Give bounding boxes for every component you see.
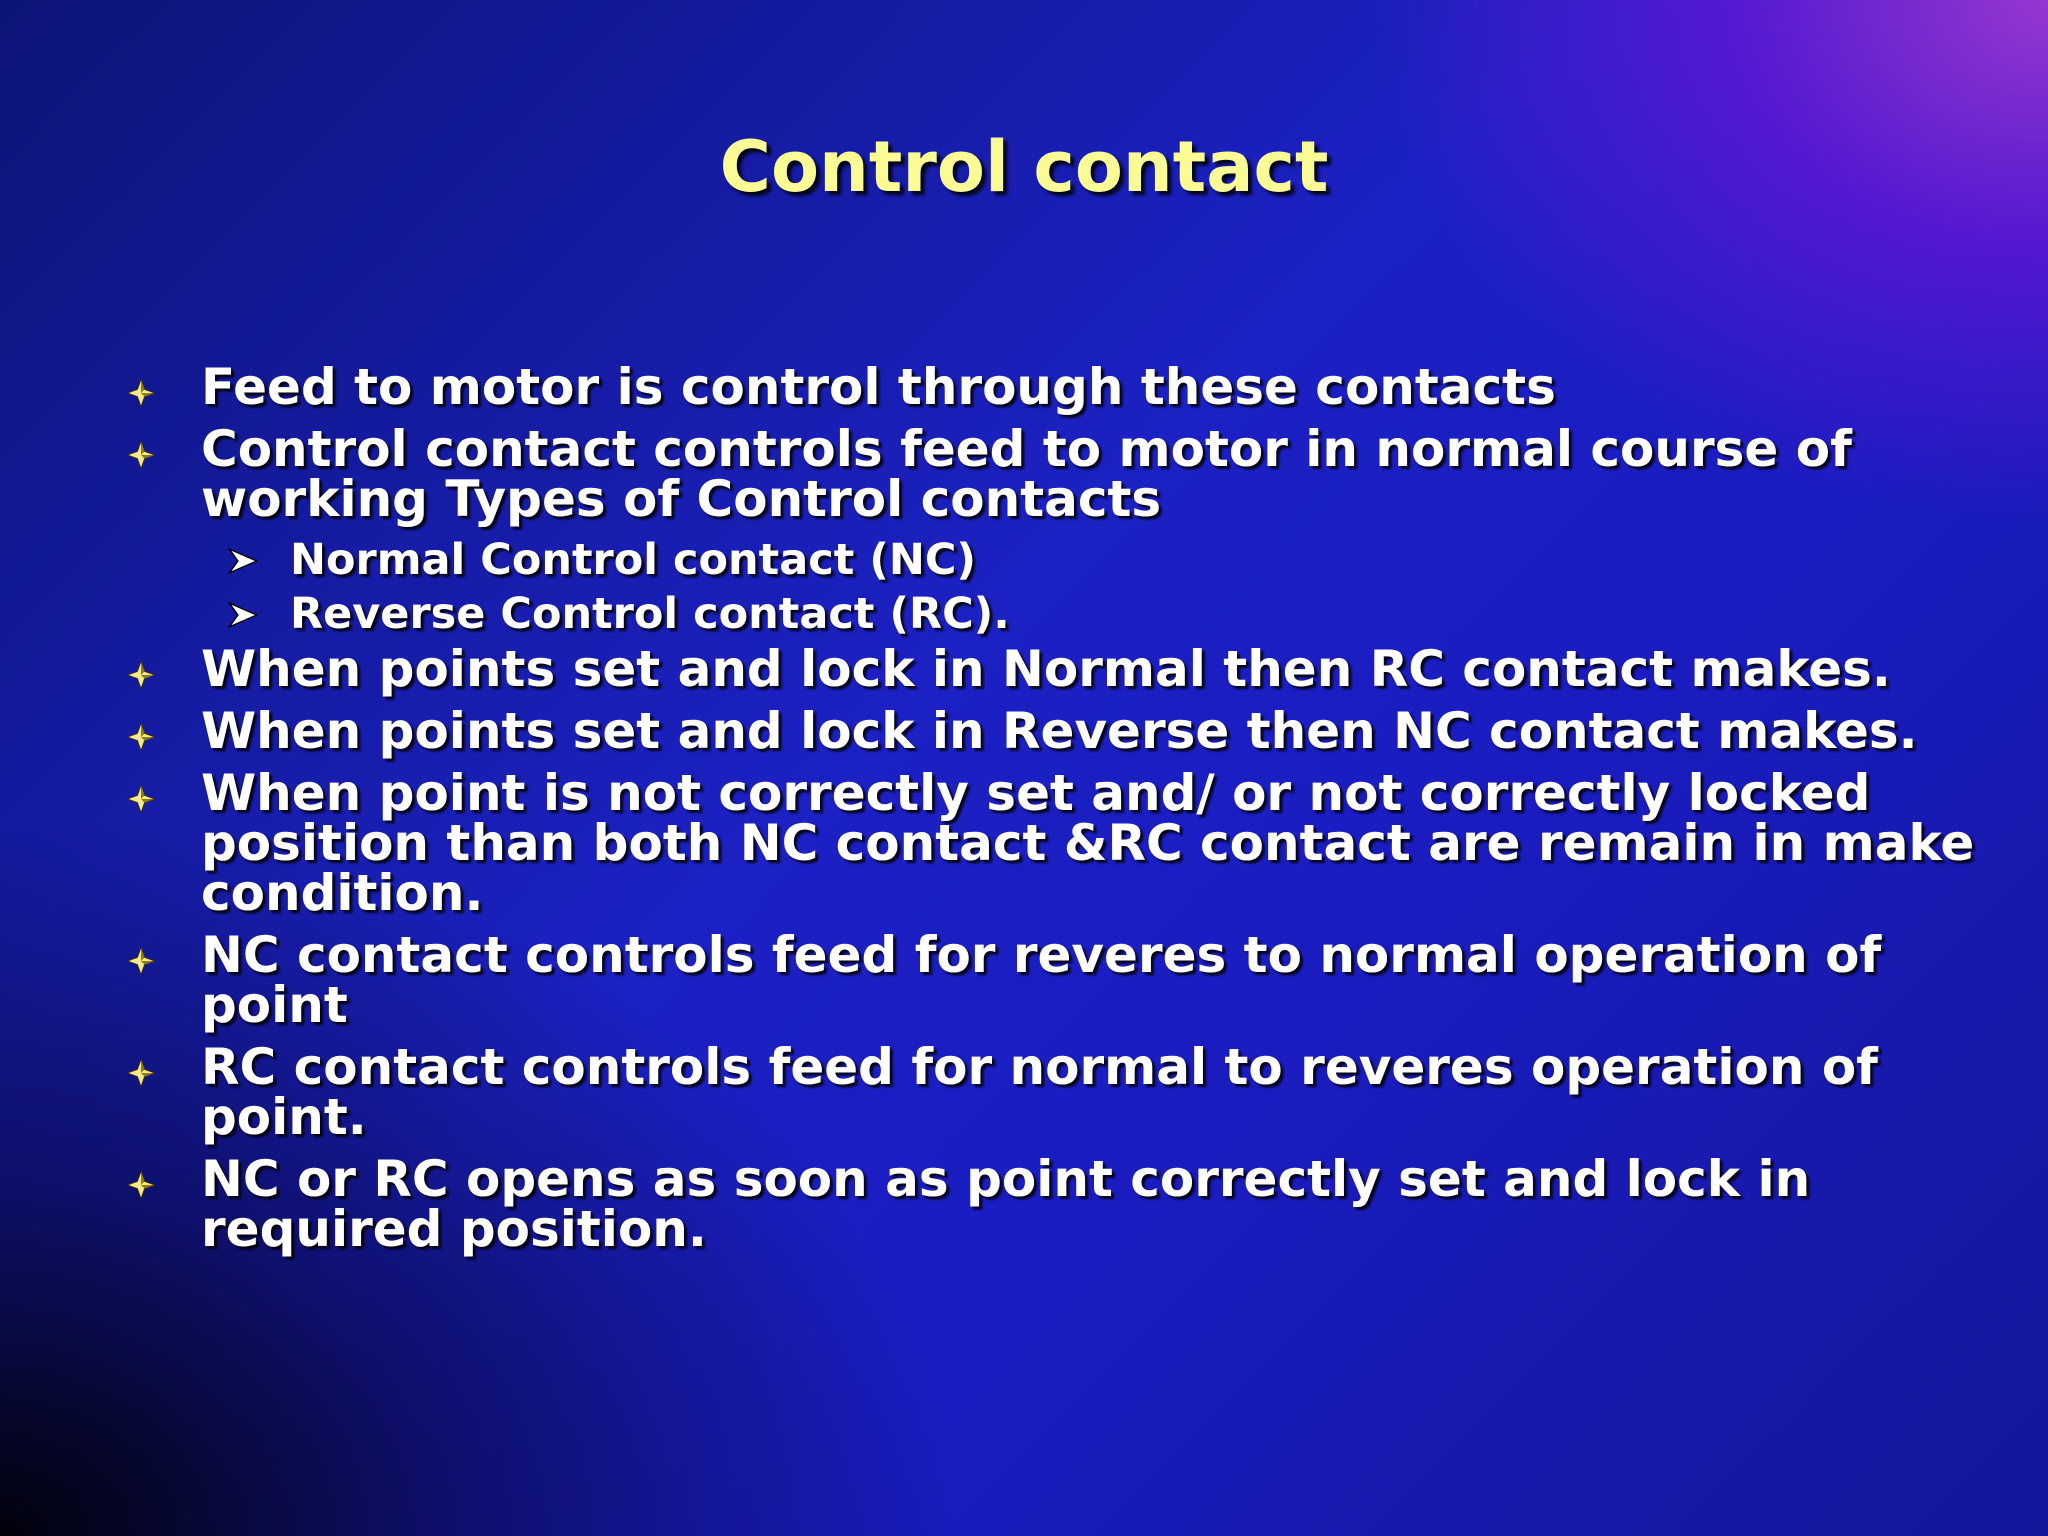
bullet-item bbox=[0, 1150, 2048, 1258]
sub-bullet-item bbox=[0, 590, 2048, 638]
four-point-star-bullet-icon bbox=[126, 784, 156, 814]
bullet-item bbox=[0, 926, 2048, 1034]
slide-title: Control contact bbox=[719, 126, 1329, 208]
four-point-star-bullet-icon bbox=[126, 946, 156, 976]
bullet-item bbox=[0, 358, 2048, 416]
four-point-star-bullet-icon bbox=[126, 440, 156, 470]
bullet-text: NC or RC opens as soon as point correctly set and lock in required position. bbox=[201, 1150, 1811, 1258]
four-point-star-bullet-icon bbox=[126, 1170, 156, 1200]
sub-bullet-text: Reverse Control contact (RC). bbox=[290, 589, 1010, 639]
bullet-text: NC contact controls feed for reveres to normal operation of point bbox=[201, 926, 1882, 1034]
bullet-item bbox=[0, 640, 2048, 698]
bullet-item bbox=[0, 764, 2048, 922]
bullet-text: Feed to motor is control through these contacts bbox=[201, 358, 1556, 416]
bullet-item bbox=[0, 702, 2048, 760]
bullet-text: When points set and lock in Reverse then NC contact makes. bbox=[201, 702, 1918, 760]
four-point-star-bullet-icon bbox=[126, 722, 156, 752]
bullet-item bbox=[0, 420, 2048, 528]
four-point-star-bullet-icon bbox=[126, 660, 156, 690]
bullet-list bbox=[0, 358, 2048, 1266]
bullet-text: Control contact controls feed to motor in normal course of working Types of Control contacts bbox=[201, 420, 1852, 528]
arrowhead-bullet-icon bbox=[226, 598, 260, 632]
bullet-text: When points set and lock in Normal then RC contact makes. bbox=[201, 640, 1891, 698]
bullet-item bbox=[0, 1038, 2048, 1146]
four-point-star-bullet-icon bbox=[126, 1058, 156, 1088]
arrowhead-bullet-icon bbox=[226, 544, 260, 578]
bullet-text: RC contact controls feed for normal to reveres operation of point. bbox=[201, 1038, 1878, 1146]
sub-bullet-item bbox=[0, 536, 2048, 584]
sub-bullet-text: Normal Control contact (NC) bbox=[290, 535, 977, 585]
four-point-star-bullet-icon bbox=[126, 378, 156, 408]
bullet-text: When point is not correctly set and/ or not correctly locked position than both NC contact &RC contact are remain in make condition. bbox=[201, 764, 1975, 922]
